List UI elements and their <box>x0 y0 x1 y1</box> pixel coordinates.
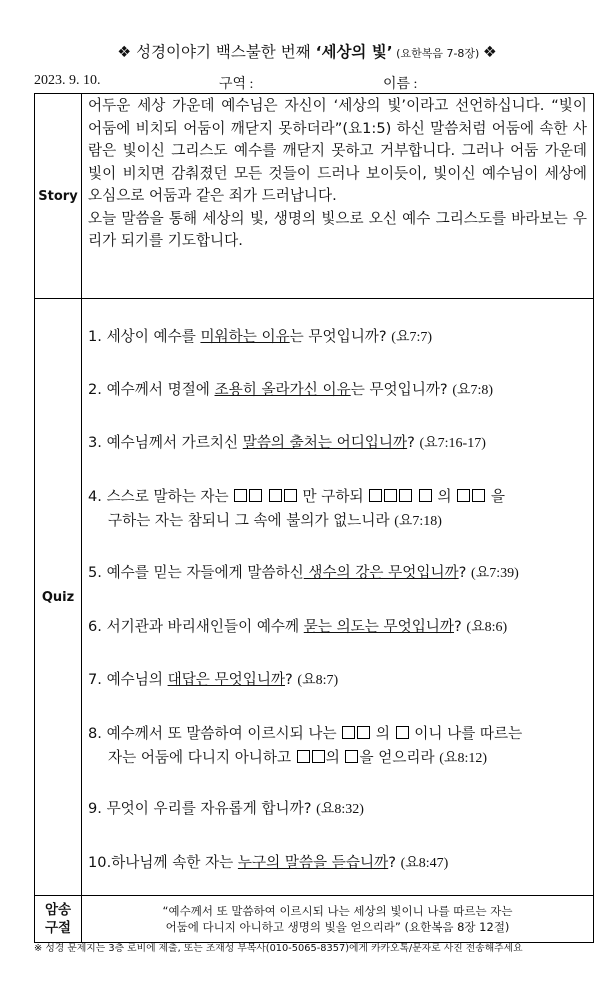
name-label: 이름 : <box>383 77 418 92</box>
title-emphasis: ‘세상의 빛’ <box>315 43 393 61</box>
quiz-question-6: 6. 서기관과 바리새인들이 예수께 묻는 의도는 무엇입니까? (요8:6) <box>88 618 508 635</box>
story-paragraph-2: 오늘 말씀을 통해 세상의 빛, 생명의 빛으로 오신 예수 그리스도를 바라보는 우리가 되기를 기도합니다. <box>88 209 587 249</box>
date-text: 2023. 9. 10. <box>34 73 101 88</box>
worksheet-table <box>34 93 594 943</box>
title-suffix: ❖ <box>482 43 497 61</box>
quiz-question-7: 7. 예수님의 대답은 무엇입니까? (요8:7) <box>88 671 339 688</box>
memory-label: 암송 구절 <box>35 896 82 943</box>
memory-verse <box>82 896 594 943</box>
memory-verse-line-2: 어둠에 다니지 아니하고 생명의 빛을 얻으리라” (요한복음 8장 12절) <box>165 920 510 934</box>
memory-row <box>35 896 594 943</box>
quiz-label: Quiz <box>35 299 82 896</box>
footnote: ※ 성경 문제지는 3층 로비에 제출, 또는 조재성 부목사(010-5065-8357)에게 카카오톡/문자로 사진 전송해주세요 <box>34 943 523 954</box>
quiz-row <box>35 299 594 896</box>
quiz-question-2: 2. 예수께서 명절에 조용히 올라가신 이유는 무엇입니까? (요7:8) <box>88 381 494 398</box>
district-label: 구역 : <box>219 77 254 92</box>
title-reference: (요한복음 7-8장) <box>392 47 483 60</box>
quiz-question-4: 4. 스스로 말하는 자는 만 구하되 의 을 구하는 자는 참되니 그 속에 불의가 없느니라 (요7:18) <box>88 488 505 529</box>
title-prefix: ❖ 성경이야기 백스불한 번째 <box>117 43 316 61</box>
story-row <box>35 94 594 299</box>
story-text <box>82 94 594 299</box>
page-title <box>0 40 614 62</box>
quiz-list <box>82 299 594 896</box>
story-paragraph-1: 어두운 세상 가운데 예수님은 자신이 ‘세상의 빛’이라고 선언하십니다. “빛이 어둠에 비치되 어둠이 깨닫지 못하더라”(요1:5) 하신 말씀처럼 어둠에 속한 사람은 빛이신 그리스도 예수를 깨닫지 못하고 거부합니다. 그러나 어둠 가운데 빛이 비치면 감춰졌던 모든 것들이 드러나 보이듯이, 빛이신 예수님이 세상에 오심으로 어둠과 같은 죄가 드러납니다. <box>88 97 587 204</box>
memory-verse-line-1: “예수께서 또 말씀하여 이르시되 나는 세상의 빛이니 나를 따르는 자는 <box>162 904 513 918</box>
header-row <box>34 73 594 93</box>
story-label: Story <box>35 94 82 299</box>
quiz-question-9: 9. 무엇이 우리를 자유롭게 합니까? (요8:32) <box>88 800 364 817</box>
quiz-question-10: 10.하나님께 속한 자는 누구의 말씀을 듣습니까? (요8:47) <box>88 854 449 871</box>
quiz-question-1: 1. 세상이 예수를 미워하는 이유는 무엇입니까? (요7:7) <box>88 328 433 345</box>
quiz-question-8: 8. 예수께서 또 말씀하여 이르시되 나는 의 이니 나를 따르는 자는 어둠에 다니지 아니하고 의 을 얻으리라 (요8:12) <box>88 725 523 766</box>
quiz-question-5: 5. 예수를 믿는 자들에게 말씀하신 생수의 강은 무엇입니까? (요7:39) <box>88 564 519 581</box>
quiz-question-3: 3. 예수님께서 가르치신 말씀의 출처는 어디입니까? (요7:16-17) <box>88 434 486 451</box>
